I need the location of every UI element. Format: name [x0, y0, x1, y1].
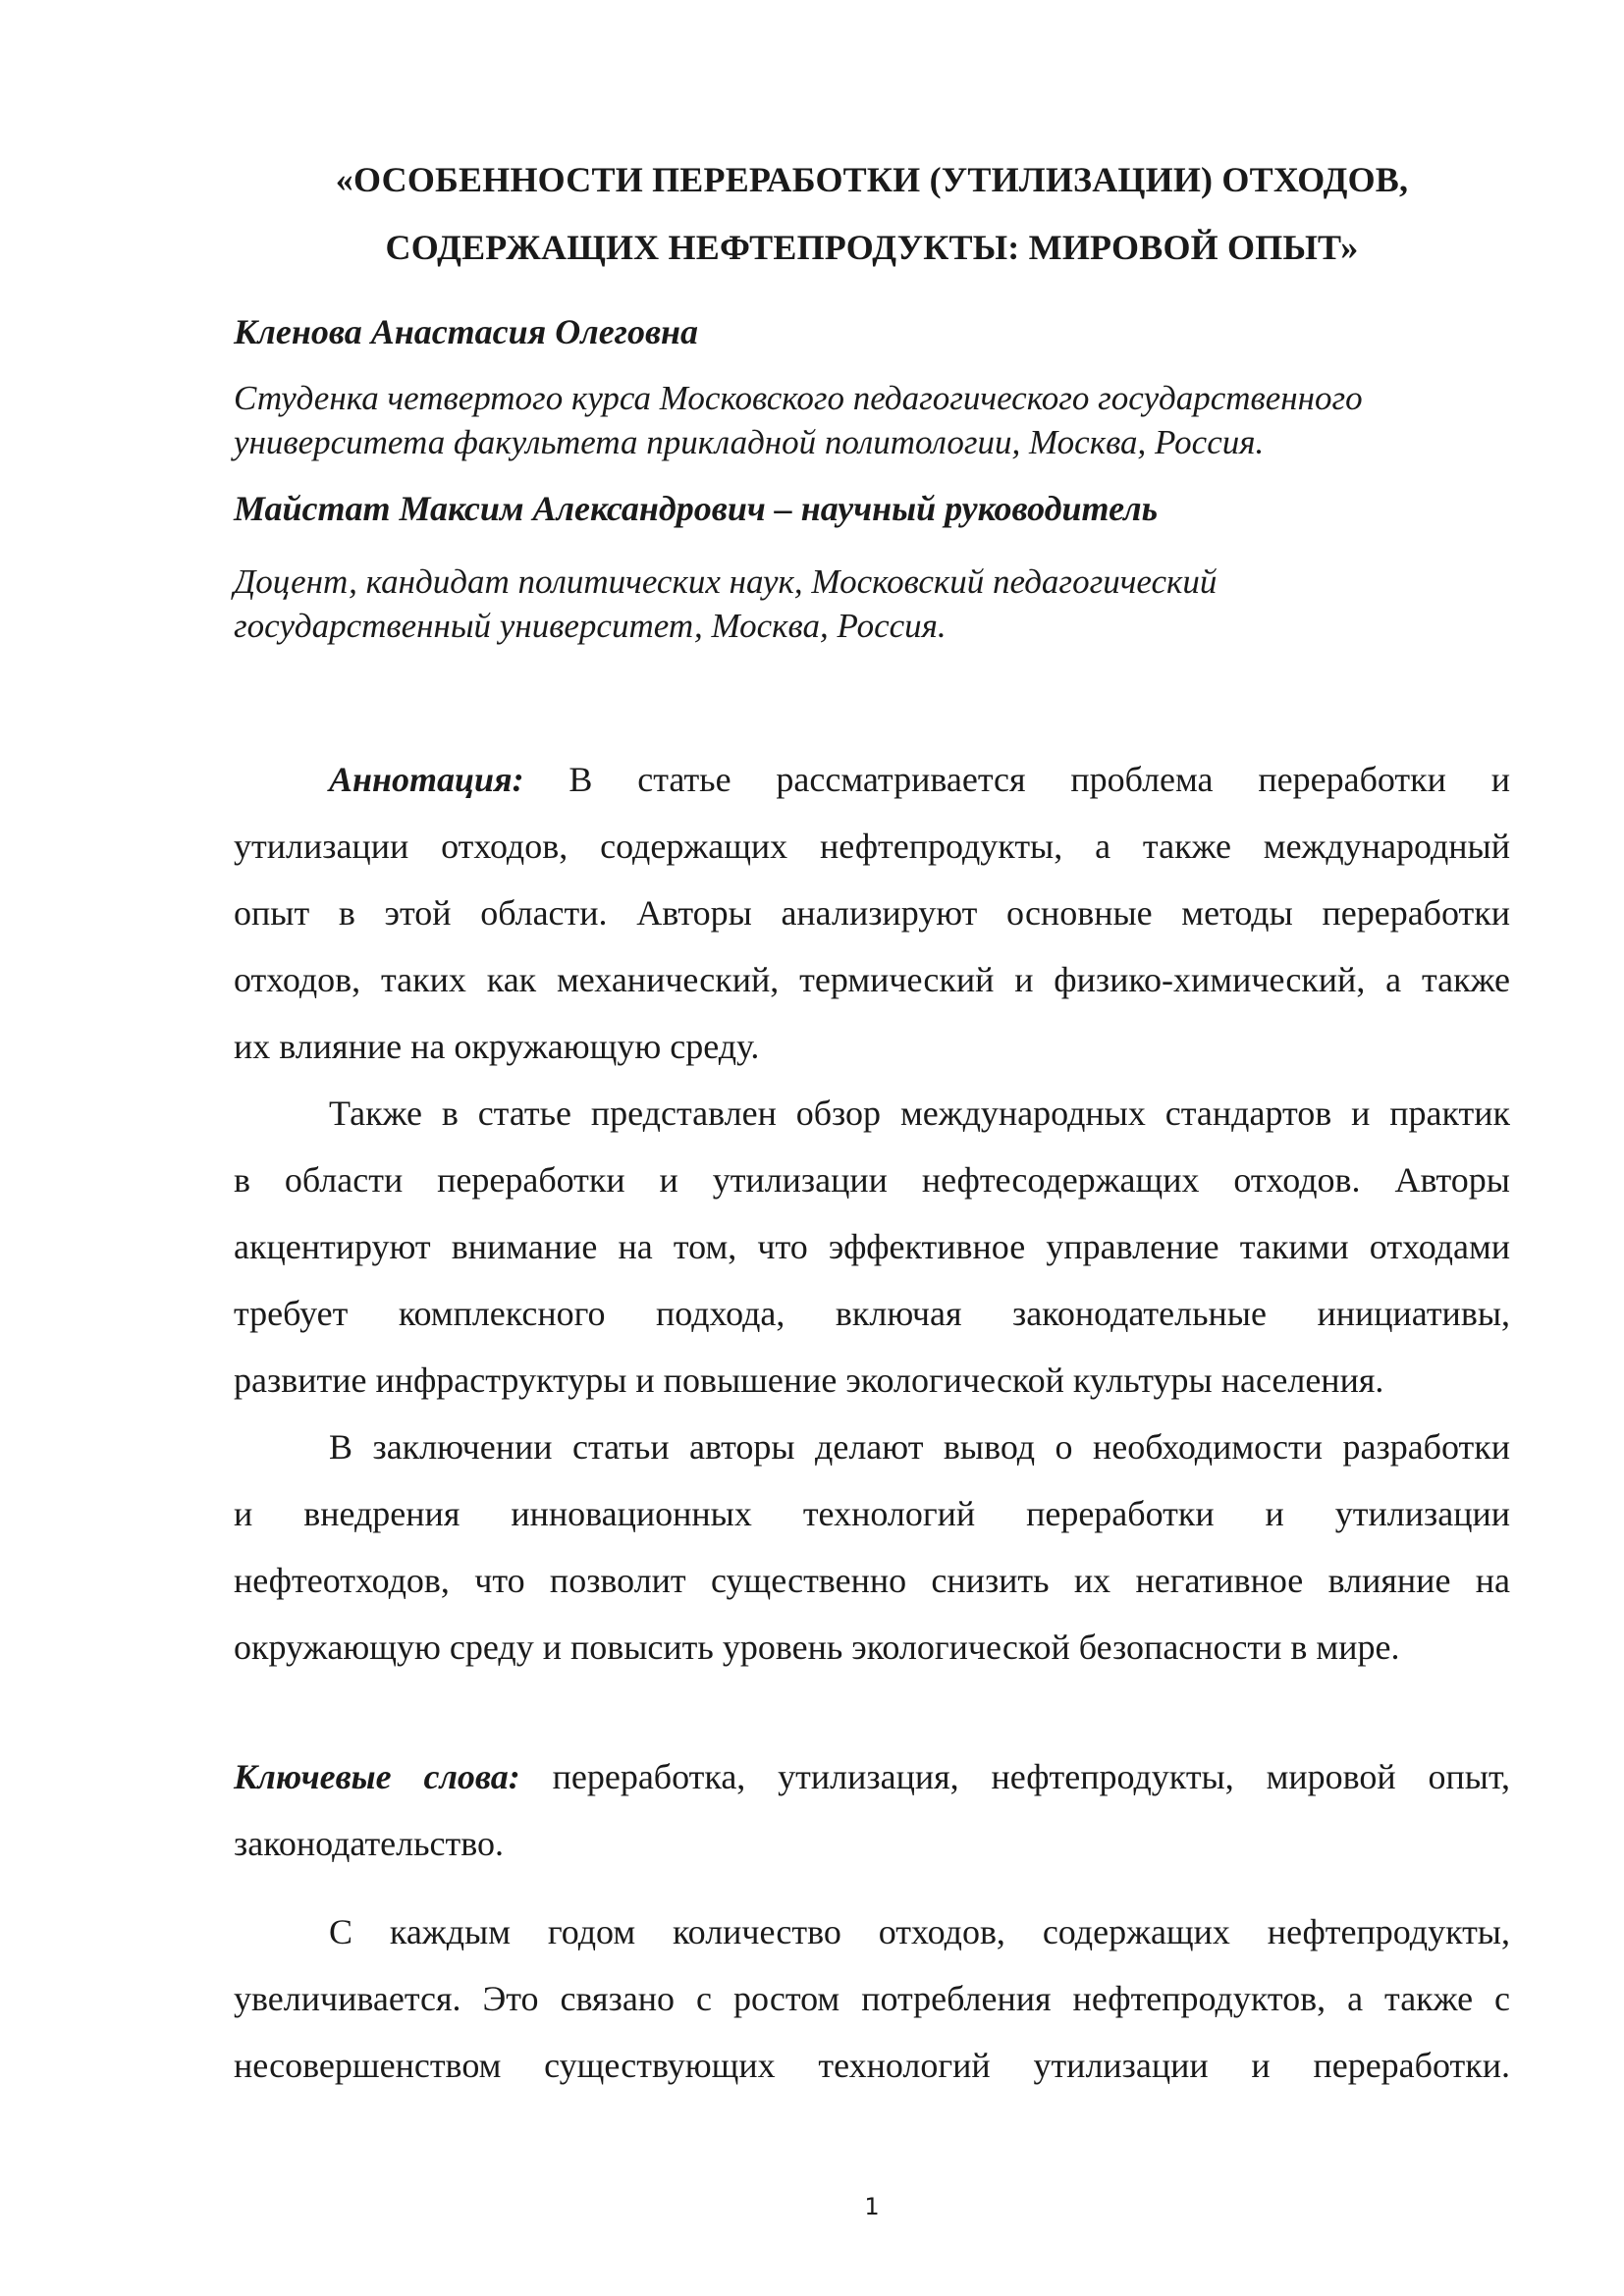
abstract-p2-line: требует комплексного подхода, включая законодательные инициативы,	[234, 1294, 1510, 1333]
abstract-paragraph-3	[234, 1414, 1510, 1681]
abstract-p1-line: опыт в этой области. Авторы анализируют основные методы переработки	[234, 893, 1510, 933]
author-2-affiliation-line-2: государственный университет, Москва, Россия.	[234, 607, 947, 645]
abstract-p3-line: нефтеотходов, что позволит существенно снизить их негативное влияние на	[234, 1561, 1510, 1600]
keywords-paragraph	[234, 1743, 1510, 1877]
author-2-name: Майстат Максим Александрович – научный руководитель	[234, 489, 1159, 528]
abstract-p2-line: развитие инфраструктуры и повышение экологической культуры населения.	[234, 1361, 1384, 1400]
article-title-line-2: СОДЕРЖАЩИХ НЕФТЕПРОДУКТЫ: МИРОВОЙ ОПЫТ»	[385, 228, 1359, 267]
author-1-affiliation	[234, 376, 1510, 464]
abstract-paragraph-1	[234, 746, 1510, 1080]
abstract-p1-line: отходов, таких как механический, термический и физико-химический, а также	[234, 960, 1510, 999]
abstract-p1-line-1-text: В статье рассматривается проблема переработки и	[523, 760, 1510, 799]
author-1-affiliation-line-1: Студенка четвертого курса Московского педагогического государственного	[234, 379, 1363, 417]
body-p1-line: несовершенством существующих технологий утилизации и переработки.	[234, 2046, 1510, 2085]
article-title-line-1: «ОСОБЕННОСТИ ПЕРЕРАБОТКИ (УТИЛИЗАЦИИ) ОТХОДОВ,	[335, 160, 1409, 199]
author-2-affiliation-line-1: Доцент, кандидат политических наук, Московский педагогический	[234, 562, 1218, 601]
abstract-p3-line: окружающую среду и повысить уровень экологической безопасности в мире.	[234, 1628, 1400, 1667]
abstract-p2-line: акцентируют внимание на том, что эффективное управление такими отходами	[234, 1227, 1510, 1266]
abstract-p2-line: в области переработки и утилизации нефтесодержащих отходов. Авторы	[234, 1160, 1510, 1200]
abstract-p1-line: утилизации отходов, содержащих нефтепродукты, а также международный	[234, 827, 1510, 866]
abstract-label: Аннотация:	[329, 760, 524, 799]
abstract-paragraph-2	[234, 1080, 1510, 1414]
keywords-line: законодательство.	[234, 1824, 505, 1863]
abstract-p1-line	[234, 746, 1510, 813]
body-paragraph-1	[234, 1898, 1510, 2099]
keywords-line-1-text: переработка, утилизация, нефтепродукты, мировой опыт,	[519, 1757, 1510, 1796]
abstract-p2-line: Также в статье представлен обзор международных стандартов и практик	[329, 1094, 1510, 1133]
keywords-line	[234, 1743, 1510, 1810]
abstract-p1-line: их влияние на окружающую среду.	[234, 1027, 760, 1066]
abstract-p3-line: и внедрения инновационных технологий переработки и утилизации	[234, 1494, 1510, 1533]
author-2-affiliation	[234, 560, 1510, 648]
body-p1-line: С каждым годом количество отходов, содержащих нефтепродукты,	[329, 1912, 1510, 1951]
page-number: 1	[864, 2193, 880, 2220]
abstract-p3-line: В заключении статьи авторы делают вывод о необходимости разработки	[329, 1427, 1510, 1467]
author-1-name: Кленова Анастасия Олеговна	[234, 312, 699, 351]
keywords-label: Ключевые слова:	[234, 1757, 520, 1796]
body-p1-line: увеличивается. Это связано с ростом потребления нефтепродуктов, а также с	[234, 1979, 1510, 2018]
author-1-affiliation-line-2: университета факультета прикладной политологии, Москва, Россия.	[234, 423, 1265, 461]
